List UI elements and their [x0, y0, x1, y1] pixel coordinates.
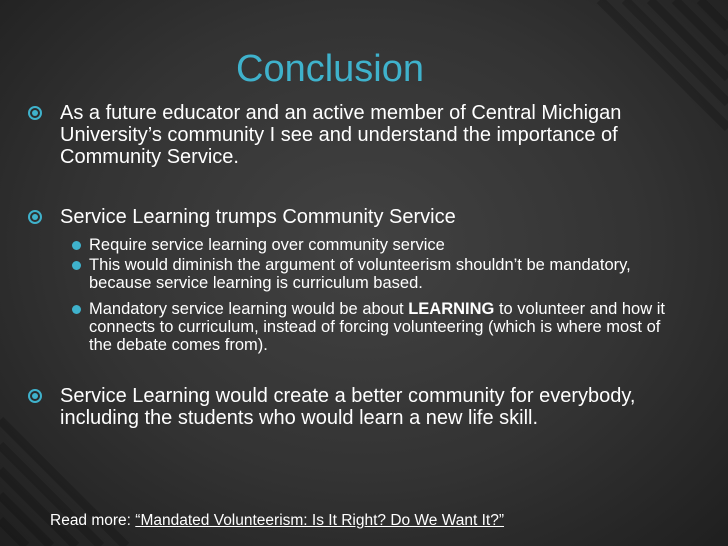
bullet-item: [28, 206, 690, 228]
bullet-item: [28, 385, 690, 429]
sub-bullet-text: This would diminish the argument of volunteerism shouldn’t be mandatory, because service learning is curriculum based.: [89, 256, 631, 292]
filled-dot-icon: [72, 241, 81, 250]
sub-bullet-text: [89, 300, 669, 354]
filled-dot-icon: [72, 261, 81, 270]
bullet-text: As a future educator and an active member of Central Michigan University’s community I see and understand the importance of Community Service.: [60, 102, 622, 168]
sub-bullet-item: [72, 236, 669, 254]
read-more-label: Read more:: [50, 512, 136, 529]
read-more: [50, 512, 504, 530]
target-circle-icon: [28, 210, 42, 224]
sub-bullet-text: Require service learning over community service: [89, 236, 445, 254]
sub-bullet-text-part: Mandatory service learning would be about: [89, 300, 409, 318]
sub-bullet-item: [72, 300, 669, 354]
bullet-text: Service Learning would create a better community for everybody, including the students who would learn a new life skill.: [60, 385, 636, 429]
filled-dot-icon: [72, 305, 81, 314]
emphasis-learning: LEARNING: [408, 300, 495, 318]
bullet-item: [28, 102, 690, 168]
sub-bullet-text-part: to volunteer and how it connects to curriculum, instead of forcing volunteering (which is where most of the debate comes from).: [89, 300, 665, 354]
slide-title: Conclusion: [236, 48, 424, 90]
target-circle-icon: [28, 389, 42, 403]
bullet-text: Service Learning trumps Community Service: [60, 206, 456, 228]
target-circle-icon: [28, 106, 42, 120]
sub-bullet-item: [72, 256, 669, 292]
read-more-link[interactable]: “Mandated Volunteerism: Is It Right? Do We Want It?”: [135, 512, 505, 529]
